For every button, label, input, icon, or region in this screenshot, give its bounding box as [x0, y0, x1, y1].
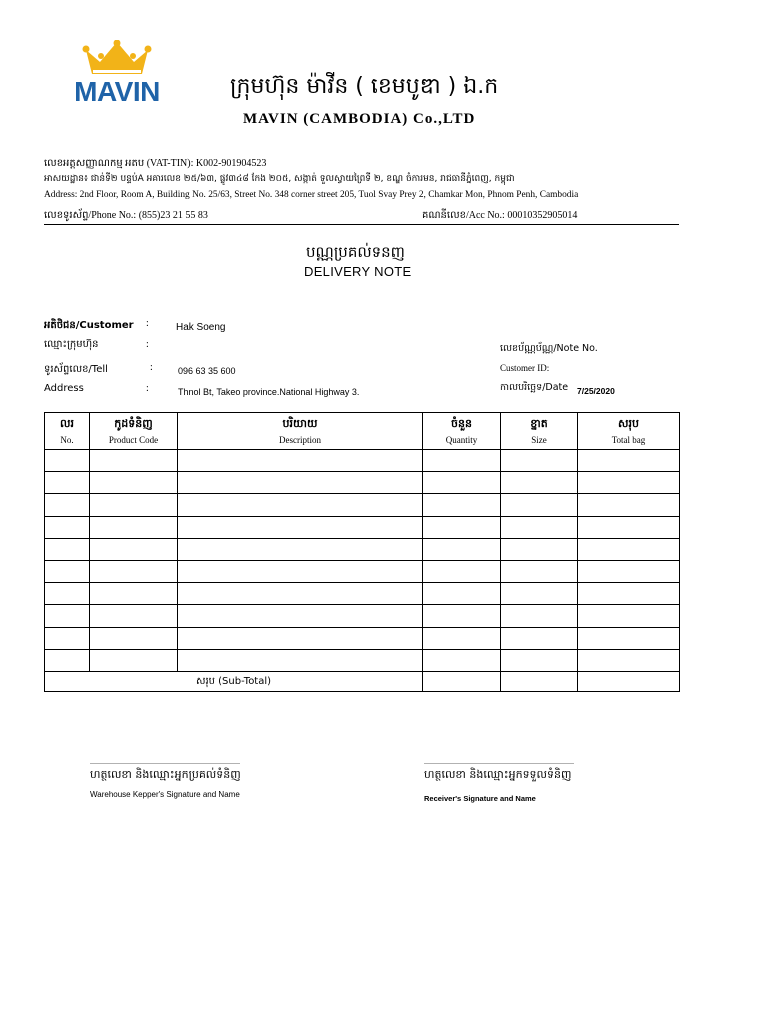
col-no-kh: លរ: [60, 417, 74, 430]
table-cell: [578, 472, 680, 494]
receiver-signature-en: Receiver's Signature and Name: [424, 794, 536, 803]
tel-colon: :: [150, 362, 153, 373]
table-row: [45, 649, 680, 671]
customer-colon: :: [146, 318, 149, 329]
table-cell: [178, 583, 423, 605]
table-cell: [578, 450, 680, 472]
table-row: [45, 538, 680, 560]
table-cell: [423, 516, 501, 538]
table-cell: [90, 538, 178, 560]
subtotal-row: [45, 671, 680, 691]
table-row: [45, 605, 680, 627]
col-total-bag: [578, 413, 680, 450]
warehouse-signature-en: Warehouse Kepper's Signature and Name: [90, 790, 240, 799]
subtotal-quantity: [423, 671, 501, 691]
table-cell: [501, 605, 578, 627]
note-label: លេខប័ណ្ណប័ណ្ណ/Note No.: [500, 343, 598, 354]
customer-value: Hak Soeng: [176, 322, 226, 333]
table-row: [45, 472, 680, 494]
col-total-bag-kh: សរុប: [618, 417, 639, 430]
table-cell: [423, 583, 501, 605]
table-cell: [45, 605, 90, 627]
subtotal-label: សរុប (Sub-Total): [45, 671, 423, 691]
table-cell: [90, 450, 178, 472]
subtotal-size: [501, 671, 578, 691]
vat-number: លេខអត្តសញ្ញាណកម្ម អតប (VAT-TIN): K002-901904523: [44, 158, 267, 169]
table-row: [45, 450, 680, 472]
col-description: [178, 413, 423, 450]
table-cell: [501, 560, 578, 582]
table-cell: [578, 516, 680, 538]
table-cell: [45, 538, 90, 560]
address-en: Address: 2nd Floor, Room A, Building No. 25/63, Street No. 348 corner street 205, Tuol Svay Prey 2, Chamkar Mon, Phnom Penh, Cambodia: [44, 190, 579, 200]
table-cell: [423, 450, 501, 472]
logo-text: MAVIN: [74, 76, 160, 107]
table-cell: [45, 583, 90, 605]
table-cell: [501, 583, 578, 605]
table-cell: [423, 649, 501, 671]
company-label: ឈ្មោះក្រុមហ៊ុន: [44, 339, 99, 350]
warehouse-signature-kh: ហត្ថលេខា និងឈ្មោះអ្នកប្រគល់ទំនិញ: [90, 768, 241, 781]
table-cell: [45, 560, 90, 582]
table-cell: [178, 538, 423, 560]
tel-label: ទូរស័ព្ទលេខ/Tell: [44, 364, 108, 375]
col-description-kh: បរិយាយ: [282, 417, 318, 430]
table-cell: [178, 494, 423, 516]
table-cell: [45, 627, 90, 649]
col-no-en: No.: [60, 435, 74, 445]
account-number: គណនីលេខ/Acc No.: 00010352905014: [422, 210, 578, 221]
table-cell: [423, 472, 501, 494]
address-colon: :: [146, 383, 149, 394]
table-cell: [90, 583, 178, 605]
table-row: [45, 583, 680, 605]
table-cell: [178, 627, 423, 649]
table-cell: [501, 516, 578, 538]
table-cell: [178, 472, 423, 494]
table-cell: [578, 583, 680, 605]
table-row: [45, 560, 680, 582]
col-product-code-en: Product Code: [108, 435, 159, 445]
table-body: [45, 450, 680, 672]
col-no: [45, 413, 90, 450]
table-row: [45, 627, 680, 649]
tel-value: 096 63 35 600: [178, 366, 236, 376]
table-cell: [178, 560, 423, 582]
col-total-bag-en: Total bag: [611, 435, 646, 445]
col-quantity-en: Quantity: [445, 435, 478, 445]
table-cell: [578, 538, 680, 560]
col-size: [501, 413, 578, 450]
table-cell: [501, 472, 578, 494]
table-cell: [423, 538, 501, 560]
table-cell: [90, 494, 178, 516]
table-cell: [501, 450, 578, 472]
address-label: Address: [44, 383, 84, 394]
table-cell: [578, 627, 680, 649]
table-row: [45, 494, 680, 516]
table-cell: [90, 627, 178, 649]
crown-icon: [62, 40, 172, 80]
company-colon: :: [146, 339, 149, 350]
company-name-en: MAVIN (CAMBODIA) Co.,LTD: [243, 111, 476, 127]
table-cell: [90, 472, 178, 494]
table-cell: [578, 649, 680, 671]
table-cell: [423, 627, 501, 649]
address-kh: អាសយដ្ឋាន៖ ជាន់ទី២ បន្ទប់A អគារលេខ ២៥/៦៣, ផ្លូវ៣៤៨ កែង ២០៥, សង្កាត់ ទួលស្វាយព្រៃទី ២, ខណ្ឌ ចំការមន, រាជធានីភ្នំពេញ, កម្ពុជា: [44, 174, 515, 184]
receiver-signature-kh: ហត្ថលេខា និងឈ្មោះអ្នកទទួលទំនិញ: [424, 768, 572, 781]
table-cell: [90, 560, 178, 582]
receiver-signature-line: ...........................................................................: [424, 757, 574, 766]
col-description-en: Description: [279, 435, 321, 445]
customer-label: អតិថិជន/Customer: [44, 320, 134, 331]
date-value: 7/25/2020: [577, 386, 615, 396]
table-cell: [178, 450, 423, 472]
table-cell: [45, 516, 90, 538]
document-title-en: DELIVERY NOTE: [304, 264, 412, 279]
table-header: [45, 413, 680, 450]
col-quantity-kh: ចំនួន: [451, 417, 472, 430]
table-cell: [501, 538, 578, 560]
col-product-code: [90, 413, 178, 450]
document-title-kh: បណ្ណប្រគល់ទនញ: [306, 243, 405, 261]
table-cell: [501, 627, 578, 649]
col-product-code-kh: កូដទំនិញ: [114, 417, 153, 430]
table-cell: [578, 560, 680, 582]
warehouse-signature-line: ...........................................................................: [90, 757, 240, 766]
table-cell: [45, 472, 90, 494]
table-cell: [178, 649, 423, 671]
table-cell: [90, 516, 178, 538]
customer-id-label: Customer ID:: [500, 363, 550, 373]
col-quantity: [423, 413, 501, 450]
table-cell: [178, 516, 423, 538]
col-size-kh: ខ្នាត: [530, 417, 548, 430]
table-cell: [423, 605, 501, 627]
table-cell: [501, 494, 578, 516]
table-cell: [45, 494, 90, 516]
address-value: Thnol Bt, Takeo province.National Highway 3.: [178, 387, 360, 397]
company-logo: [62, 40, 172, 106]
table-cell: [90, 605, 178, 627]
table-cell: [423, 494, 501, 516]
company-name-kh: ក្រុមហ៊ុន ម៉ាវីន ( ខេមបូឌា ) ឯ.ក: [230, 74, 499, 99]
items-table: [44, 412, 680, 692]
table-cell: [90, 649, 178, 671]
table-cell: [45, 649, 90, 671]
header-divider: [44, 224, 679, 225]
col-size-en: Size: [531, 435, 547, 445]
table-cell: [501, 649, 578, 671]
table-row: [45, 516, 680, 538]
table-cell: [423, 560, 501, 582]
subtotal-total: [578, 671, 680, 691]
table-cell: [178, 605, 423, 627]
table-cell: [578, 605, 680, 627]
table-cell: [45, 450, 90, 472]
date-label: កាលបរិច្ឆេទ/Date: [500, 382, 569, 393]
phone-number: លេខទូរស័ព្ទ/Phone No.: (855)23 21 55 83: [44, 210, 208, 221]
table-cell: [578, 494, 680, 516]
